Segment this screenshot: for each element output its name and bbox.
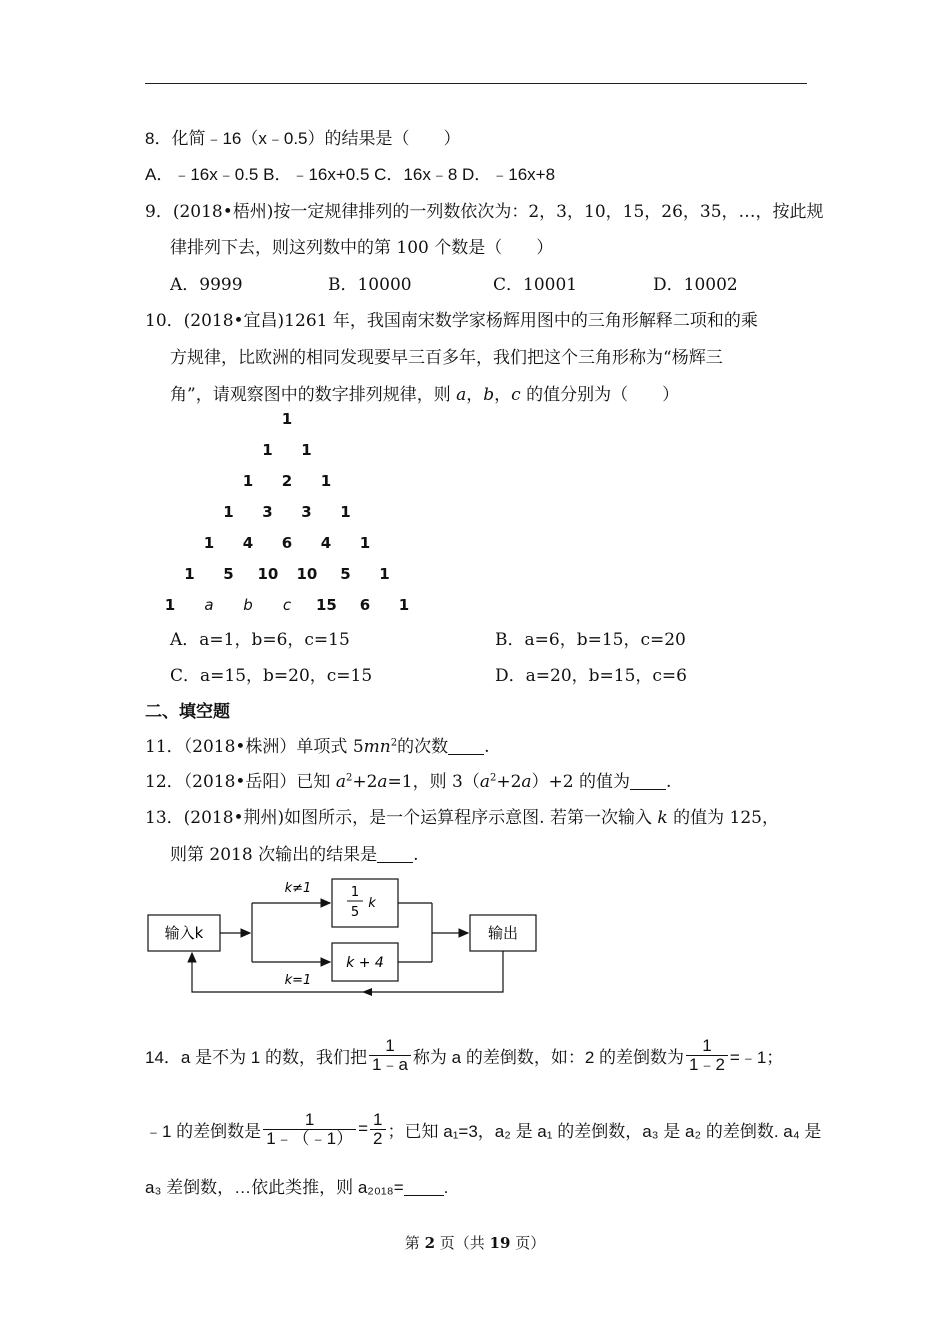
fraction-reciprocal-difference: $\frac{1}{1﹣a}$ bbox=[369, 1037, 411, 1074]
q8-options: A．﹣16x﹣0.5 B．﹣16x+0.5 C．16x﹣8 D．﹣16x+8 bbox=[145, 165, 556, 184]
triangle-cell: 4 bbox=[320, 534, 332, 552]
divide-numerator: 1 bbox=[350, 885, 360, 900]
triangle-cell: 1 bbox=[164, 596, 176, 614]
q10-option-b: B．a=6，b=15，c=20 bbox=[495, 630, 686, 650]
q9-line2: 律排列下去，则这列数中的第 100 个数是（ ） bbox=[170, 238, 554, 258]
triangle-cell: 1 bbox=[242, 472, 254, 490]
answer-blank[interactable] bbox=[448, 737, 484, 755]
triangle-cell: 1 bbox=[398, 596, 410, 614]
triangle-cell: 1 bbox=[184, 565, 195, 583]
q10-line1: 10．(2018•宜昌)1261 年，我国南宋数学家杨辉用图中的三角形解释二项和的乘 bbox=[145, 311, 758, 331]
current-page: 2 bbox=[424, 1234, 435, 1252]
triangle-cell: 1 bbox=[223, 503, 234, 521]
triangle-cell: 1 bbox=[359, 534, 371, 552]
total-pages: 19 bbox=[489, 1234, 511, 1252]
answer-blank[interactable] bbox=[377, 845, 413, 863]
q10-line2: 方规律，比欧洲的相同发现要早三百多年，我们把这个三角形称为“杨辉三 bbox=[170, 348, 723, 368]
triangle-cell: 1 bbox=[340, 503, 351, 521]
divide-box bbox=[332, 879, 398, 927]
q13-line2: 则第 2018 次输出的结果是 . bbox=[170, 845, 419, 865]
triangle-cell: 1 bbox=[301, 441, 312, 459]
divide-variable: k bbox=[368, 896, 376, 911]
feedback-arrowhead bbox=[362, 988, 372, 996]
triangle-cell: 1 bbox=[203, 534, 215, 552]
triangle-cell: 15 bbox=[316, 596, 337, 614]
q10-option-d: D．a=20，b=15，c=6 bbox=[495, 666, 687, 686]
q9-option-c: C．10001 bbox=[493, 275, 578, 295]
add-label: k + 4 bbox=[346, 955, 384, 971]
triangle-cell: 5 bbox=[223, 565, 234, 583]
input-label: 输入k bbox=[164, 924, 204, 942]
triangle-cell: 1 bbox=[320, 472, 332, 490]
divide-denominator: 5 bbox=[350, 905, 360, 920]
q12: 12．（2018•岳阳）已知 $a^2+2a=1$，则 $3(a^2+2a)+2$ 的值为 . bbox=[145, 772, 672, 792]
q14-line3: a₃ 差倒数，…依此类推，则 a₂₀₁₈= . bbox=[145, 1178, 449, 1197]
header-rule bbox=[145, 83, 807, 84]
bottom-condition: k=1 bbox=[284, 973, 312, 988]
program-flowchart bbox=[140, 870, 550, 1000]
triangle-cell: 1 bbox=[281, 410, 293, 428]
fraction-half: $\frac{1}{2}$ bbox=[370, 1111, 385, 1148]
q9-line1: 9．(2018•梧州)按一定规律排列的一列数依次为：2，3，10，15，26，35，…，按此规 bbox=[145, 202, 824, 222]
q9-option-d: D．10002 bbox=[653, 275, 738, 295]
triangle-cell: 6 bbox=[359, 596, 371, 614]
section-title: 二、填空题 bbox=[145, 702, 230, 722]
triangle-cell: a bbox=[204, 596, 214, 614]
q8-stem: 8．化简﹣16（x﹣0.5）的结果是（ ） bbox=[145, 129, 461, 148]
triangle-cell: 1 bbox=[262, 441, 273, 459]
top-condition: k≠1 bbox=[284, 881, 312, 896]
q10-line3: 角”，请观察图中的数字排列规律，则 a，b，c 的值分别为（ ） bbox=[170, 385, 680, 405]
triangle-cell: 5 bbox=[340, 565, 351, 583]
q14-line2: ﹣1 的差倒数是 $\frac{1}{1﹣(﹣1)}$ = $\frac{1}{2}$ ；已知 a₁=3，a₂ 是 a₁ 的差倒数，a₃ 是 a₂ 的差倒数. a₄ 是 bbox=[145, 1110, 822, 1148]
answer-blank[interactable] bbox=[630, 772, 666, 790]
output-label: 输出 bbox=[487, 924, 519, 942]
triangle-cell: 10 bbox=[257, 565, 279, 583]
triangle-cell: c bbox=[282, 596, 292, 614]
q10-option-c: C．a=15，b=20，c=15 bbox=[170, 666, 373, 686]
triangle-cell: b bbox=[243, 596, 253, 614]
q9-option-b: B．10000 bbox=[328, 275, 412, 295]
q13-line1: 13．(2018•荆州)如图所示，是一个运算程序示意图. 若第一次输入 k 的值为 125， bbox=[145, 808, 779, 828]
fraction-example-2: $\frac{1}{1﹣2}$ bbox=[686, 1037, 728, 1074]
triangle-cell: 2 bbox=[281, 472, 293, 490]
triangle-cell: 3 bbox=[262, 503, 273, 521]
triangle-cell: 4 bbox=[242, 534, 254, 552]
triangle-cell: 6 bbox=[281, 534, 293, 552]
triangle-cell: 10 bbox=[296, 565, 318, 583]
fraction-example-neg1: $\frac{1}{1﹣(﹣1)}$ bbox=[263, 1111, 356, 1148]
triangle-cell: 1 bbox=[379, 565, 390, 583]
answer-blank[interactable] bbox=[404, 1178, 444, 1196]
q10-option-a: A．a=1，b=6，c=15 bbox=[170, 630, 350, 650]
triangle-cell: 3 bbox=[301, 503, 312, 521]
page-footer: 第 2 页（共 19 页） bbox=[404, 1234, 546, 1252]
q14-line1: 14．a 是不为 1 的数，我们把 $\frac{1}{1﹣a}$ 称为 a 的差倒数，如：2 的差倒数为 $\frac{1}{1﹣2}$ =﹣1； bbox=[145, 1036, 784, 1074]
q11: 11．（2018•株洲）单项式 $5mn^2$的次数 . bbox=[145, 737, 490, 757]
q9-option-a: A．9999 bbox=[170, 275, 243, 295]
